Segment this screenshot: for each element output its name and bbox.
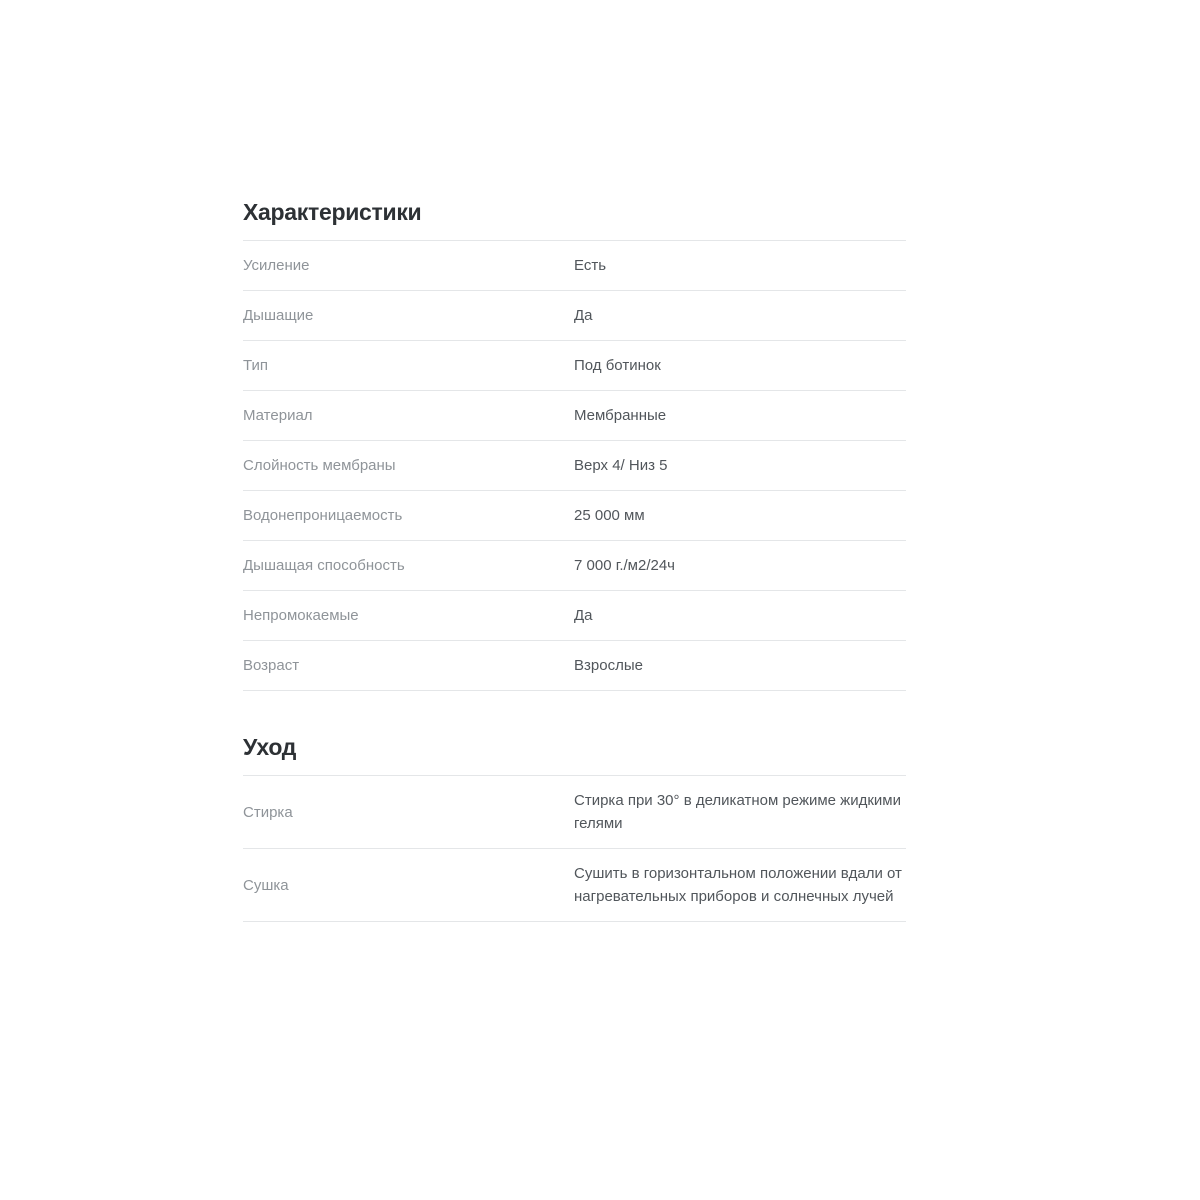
- specs-content: [243, 198, 906, 922]
- spec-row: [243, 291, 906, 341]
- spec-value: Взрослые: [574, 657, 643, 674]
- spec-row: [243, 391, 906, 441]
- spec-row: [243, 541, 906, 591]
- spec-label: Сушка: [243, 876, 289, 894]
- spec-label: Дышащие: [243, 307, 314, 324]
- spec-section: [243, 733, 906, 922]
- spec-value: Есть: [574, 257, 607, 274]
- spec-value: Да: [574, 607, 593, 624]
- spec-label: Усиление: [243, 257, 310, 274]
- spec-label: Водонепроницаемость: [243, 507, 403, 524]
- spec-row: [243, 441, 906, 491]
- spec-label: Слойность мембраны: [243, 457, 396, 474]
- spec-value: Да: [574, 307, 593, 324]
- spec-row: [243, 341, 906, 391]
- spec-label: Стирка: [243, 803, 293, 821]
- spec-section: [243, 198, 906, 691]
- spec-table: [243, 240, 906, 691]
- spec-value: 7 000 г./м2/24ч: [574, 557, 676, 574]
- spec-label: Материал: [243, 407, 313, 424]
- spec-row: [243, 491, 906, 541]
- spec-row: [243, 591, 906, 641]
- spec-row: [243, 241, 906, 291]
- spec-row: [243, 849, 906, 922]
- section-title: Уход: [243, 734, 297, 760]
- spec-label: Возраст: [243, 657, 300, 674]
- spec-row: [243, 641, 906, 691]
- spec-label: Непромокаемые: [243, 607, 359, 624]
- section-title: Характеристики: [243, 199, 422, 225]
- spec-value: Верх 4/ Низ 5: [574, 457, 668, 474]
- spec-value: Под ботинок: [574, 357, 661, 374]
- spec-value: Сушить в горизонтальном положении вдали от нагревательных приборов и солнечных лучей: [574, 865, 902, 905]
- spec-label: Дышащая способность: [243, 557, 405, 574]
- spec-value: 25 000 мм: [574, 507, 645, 524]
- spec-value: Мембранные: [574, 407, 667, 424]
- spec-row: [243, 776, 906, 849]
- spec-label: Тип: [243, 357, 269, 374]
- spec-value: Стирка при 30° в деликатном режиме жидкими гелями: [574, 792, 901, 832]
- spec-table: [243, 775, 906, 922]
